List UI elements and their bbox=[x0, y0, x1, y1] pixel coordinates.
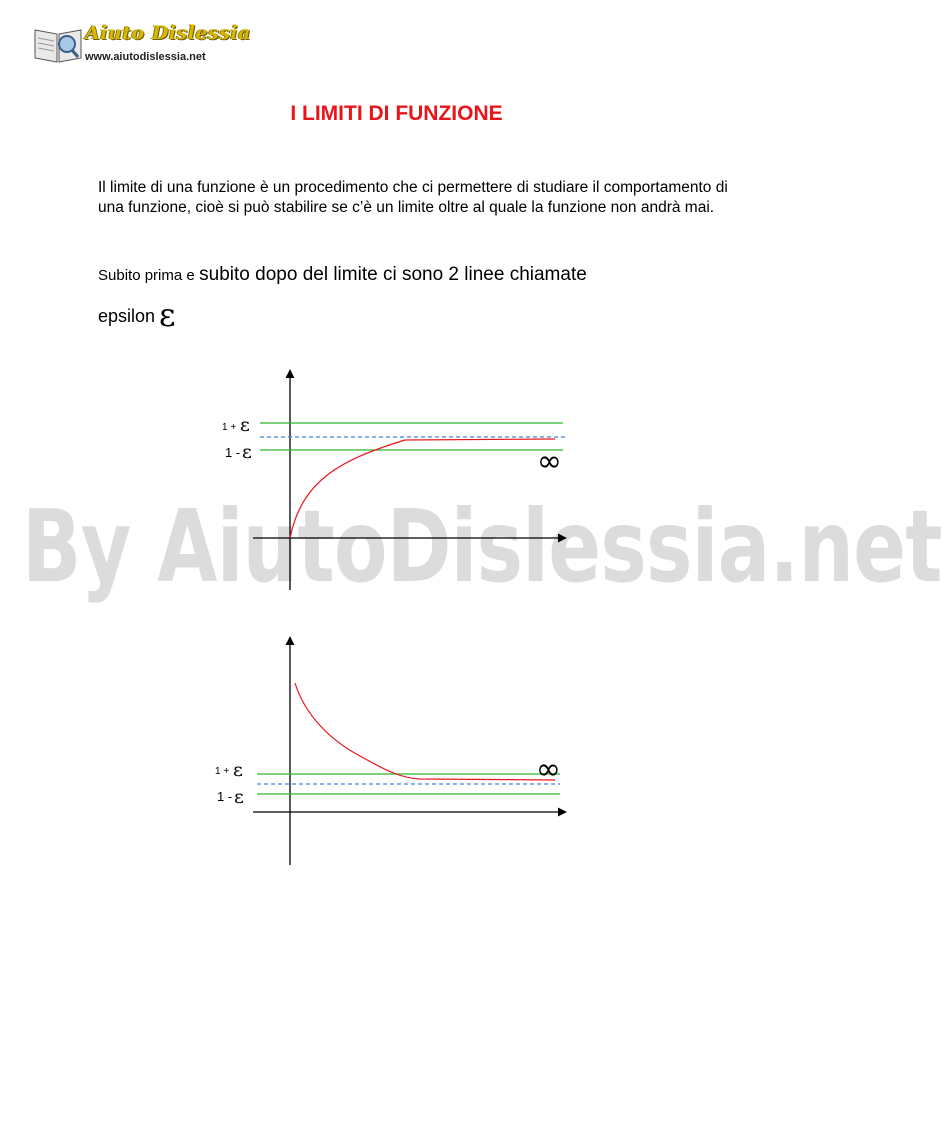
graph-decreasing bbox=[215, 637, 566, 865]
page-title: I LIMITI DI FUNZIONE bbox=[290, 102, 503, 125]
graph1-curve bbox=[290, 439, 555, 538]
graph2-infinity-icon: ∞ bbox=[536, 752, 561, 787]
graph1-infinity-icon: ∞ bbox=[537, 444, 562, 479]
graph2-curve bbox=[295, 683, 555, 780]
graph-increasing bbox=[222, 370, 566, 590]
graph1-upper-epsilon: ε bbox=[240, 414, 250, 436]
epsilon-sentence-big: subito dopo del limite ci sono 2 linee chiamate bbox=[199, 264, 587, 285]
graph2-upper-epsilon: ε bbox=[233, 759, 243, 781]
graph2-lower-epsilon: ε bbox=[234, 786, 244, 808]
graph1-lower-label: 1 - bbox=[225, 445, 241, 460]
epsilon-sentence-small: Subito prima e bbox=[98, 267, 195, 284]
logo-url: www.aiutodislessia.net bbox=[85, 51, 206, 63]
graph2-lower-label: 1 - bbox=[217, 789, 233, 804]
graph1-upper-label: 1 + bbox=[222, 422, 237, 433]
graph1-lower-epsilon: ε bbox=[242, 441, 252, 463]
epsilon-word-text: epsilon bbox=[98, 306, 156, 326]
intro-paragraph: Il limite di una funzione è un procedimento che ci permettere di studiare il comportamento di una funzione, cioè si può stabilire se c’è un limite oltre al quale la funzione non andrà mai. bbox=[98, 179, 728, 216]
logo-name: Aiuto Dislessia bbox=[85, 22, 251, 44]
watermark: By AiutoDislessia.net bbox=[22, 488, 942, 605]
graph2-upper-label: 1 + bbox=[215, 766, 230, 777]
epsilon-symbol: ε bbox=[159, 296, 176, 334]
